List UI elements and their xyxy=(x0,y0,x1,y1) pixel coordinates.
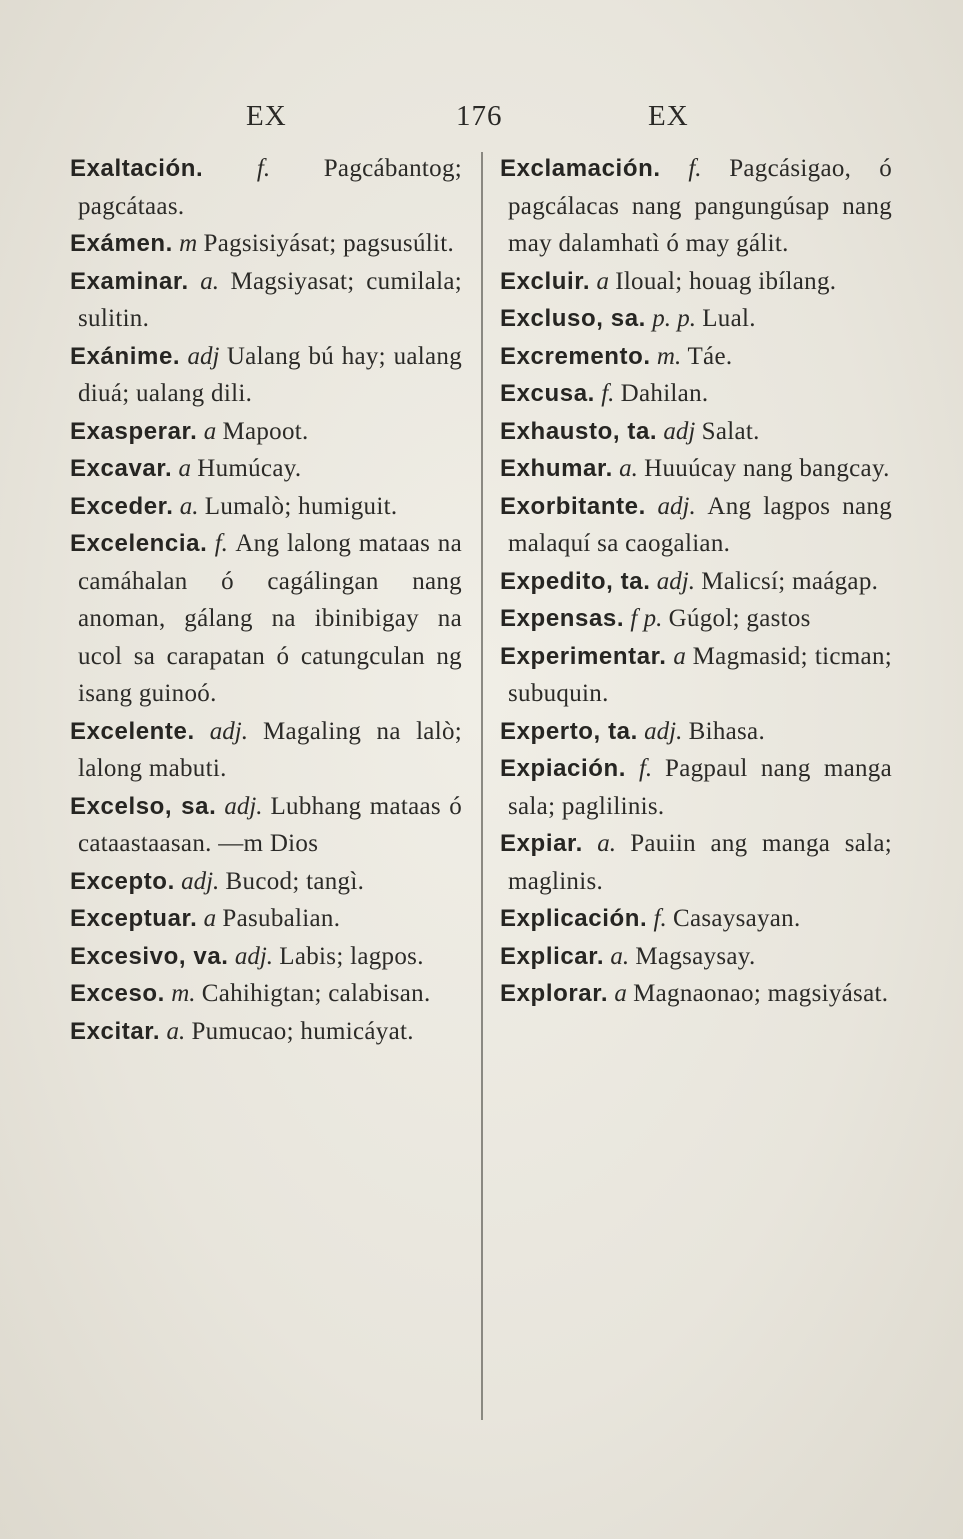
entry-grammar: f. xyxy=(601,380,615,407)
entry-headword: Excluir. xyxy=(500,267,591,295)
entry-headword: Expiar. xyxy=(500,830,583,857)
entry-headword: Expedito, ta. xyxy=(500,567,651,595)
entry-grammar: adj. xyxy=(181,867,220,895)
entry-definition: Gúgol; gastos xyxy=(668,605,811,632)
entry-definition: Cahihigtan; calabisan. xyxy=(201,980,431,1007)
dictionary-entry xyxy=(500,450,892,488)
entry-headword: Expiación. xyxy=(500,755,627,782)
entry-headword: Exceso. xyxy=(70,980,165,1007)
dictionary-entry xyxy=(70,525,462,713)
entry-definition: Ang lagpos nang malaquí sa caogalian. xyxy=(508,492,893,557)
entry-definition: Bihasa. xyxy=(688,717,766,745)
entry-headword: Excelencia. xyxy=(70,530,208,557)
entry-grammar: a xyxy=(596,267,609,295)
dictionary-entry xyxy=(500,900,892,938)
dictionary-entry xyxy=(500,938,892,976)
entry-definition: Magsiyasat; cumilala; sulitin. xyxy=(78,267,463,332)
entry-definition: Pagpaul nang manga sala; paglilinis. xyxy=(508,755,892,820)
dictionary-entry xyxy=(500,375,892,413)
entry-grammar: a. xyxy=(597,830,616,857)
entry-headword: Excesivo, va. xyxy=(70,942,229,970)
page-header xyxy=(0,100,963,140)
entry-grammar: a xyxy=(203,417,217,445)
dictionary-entry xyxy=(70,1013,462,1051)
dictionary-entry xyxy=(70,788,462,863)
entry-headword: Explorar. xyxy=(500,980,609,1007)
entry-definition: Salat. xyxy=(701,417,760,445)
entry-headword: Exceptuar. xyxy=(70,905,198,932)
dictionary-entry xyxy=(500,750,892,825)
entry-grammar: a xyxy=(614,980,627,1007)
entry-grammar: f. xyxy=(638,755,653,782)
entry-headword: Excepto. xyxy=(70,867,175,895)
dictionary-entry xyxy=(500,638,892,713)
dictionary-entry xyxy=(70,975,462,1013)
entry-definition: Bucod; tangì. xyxy=(225,867,365,895)
left-column xyxy=(70,150,462,1050)
dictionary-entry xyxy=(500,825,892,900)
entry-headword: Experimentar. xyxy=(500,642,667,670)
entry-headword: Exclamación. xyxy=(500,155,661,182)
entry-grammar: f. xyxy=(653,905,667,932)
entry-headword: Experto, ta. xyxy=(500,717,638,745)
dictionary-entry xyxy=(500,300,892,338)
entry-headword: Exámen. xyxy=(70,230,173,257)
entry-headword: Excelente. xyxy=(70,717,195,745)
dictionary-entry xyxy=(70,413,462,451)
entry-headword: Explicación. xyxy=(500,905,648,932)
dictionary-entry xyxy=(70,450,462,488)
entry-headword: Examinar. xyxy=(70,267,189,295)
dictionary-entry xyxy=(70,225,462,263)
entry-grammar: adj. xyxy=(656,567,695,595)
entry-headword: Exorbitante. xyxy=(500,492,646,520)
entry-headword: Excusa. xyxy=(500,380,595,407)
entry-definition: Pumucao; humicáyat. xyxy=(191,1017,414,1045)
entry-grammar: m. xyxy=(656,342,682,370)
page-number: 176 xyxy=(456,100,503,132)
entry-definition: Pagcásigao, ó pagcálacas nang pangungúsap nang may dalamhatì ó may gálit. xyxy=(508,155,892,257)
dictionary-entry xyxy=(70,488,462,526)
dictionary-entry xyxy=(500,413,892,451)
entry-grammar: a. xyxy=(610,942,630,970)
entry-definition: Malicsí; maágap. xyxy=(701,567,879,595)
entry-grammar: f. xyxy=(256,155,271,182)
entry-headword: Exceder. xyxy=(70,492,174,520)
dictionary-entry xyxy=(500,150,892,263)
entry-headword: Explicar. xyxy=(500,942,605,970)
entry-headword: Excitar. xyxy=(70,1017,161,1045)
entry-grammar: f p. xyxy=(630,605,663,632)
entry-headword: Exhumar. xyxy=(500,455,613,482)
entry-grammar: adj. xyxy=(644,717,683,745)
entry-grammar: adj xyxy=(663,417,696,445)
entry-headword: Excelso, sa. xyxy=(70,792,217,820)
entry-grammar: a xyxy=(178,455,191,482)
entry-grammar: a. xyxy=(200,267,219,295)
entry-grammar: adj. xyxy=(209,717,248,745)
dictionary-entry xyxy=(500,600,892,638)
entry-definition: Ang lalong mataas na camáhalan ó cagálingan nang anoman, gálang na ibinibigay na ucol sa carapatan ó catungculan ng isang guinoó. xyxy=(78,530,462,707)
entry-definition: Magaling na lalò; lalong mabuti. xyxy=(78,717,462,782)
dictionary-entry xyxy=(70,863,462,901)
entry-definition: Lubhang mataas ó cataastaasan. —m Dios xyxy=(78,792,462,857)
dictionary-entry xyxy=(70,938,462,976)
entry-grammar: a. xyxy=(166,1017,186,1045)
entry-grammar: adj. xyxy=(234,942,274,970)
entry-headword: Excavar. xyxy=(70,455,173,482)
entry-headword: Exaltación. xyxy=(70,155,204,182)
entry-definition: Mapoot. xyxy=(222,417,309,445)
entry-definition: Lumalò; humiguit. xyxy=(204,492,398,520)
dictionary-entry xyxy=(500,975,892,1013)
entry-definition: Magsaysay. xyxy=(635,942,756,970)
entry-definition: Labis; lagpos. xyxy=(279,942,424,970)
entry-definition: Humúcay. xyxy=(197,455,302,482)
dictionary-entry xyxy=(500,488,892,563)
entry-headword: Excluso, sa. xyxy=(500,305,646,332)
entry-definition: Pauiin ang manga sala; maglinis. xyxy=(508,830,893,895)
header-left-guide-word: EX xyxy=(246,100,287,132)
entry-definition: Magnaonao; magsiyásat. xyxy=(633,980,889,1007)
entry-definition: Táe. xyxy=(687,342,733,370)
entry-grammar: m. xyxy=(171,980,196,1007)
entry-definition: Casaysayan. xyxy=(672,905,801,932)
dictionary-entry xyxy=(500,713,892,751)
dictionary-entry xyxy=(500,563,892,601)
right-column xyxy=(500,150,892,1013)
entry-headword: Exasperar. xyxy=(70,417,198,445)
entry-grammar: adj. xyxy=(224,792,263,820)
dictionary-entry xyxy=(500,338,892,376)
dictionary-entry xyxy=(500,263,892,301)
entry-grammar: a xyxy=(203,905,217,932)
entry-definition: Pasubalian. xyxy=(222,905,341,932)
entry-grammar: f. xyxy=(688,155,702,182)
entry-definition: Pagsisiyásat; pagsusúlit. xyxy=(203,230,455,257)
dictionary-entry xyxy=(70,713,462,788)
entry-grammar: a xyxy=(673,642,686,670)
dictionary-entry xyxy=(70,150,462,225)
entry-definition: Ualang bú hay; ualang diuá; ualang dili. xyxy=(78,342,463,407)
entry-grammar: m xyxy=(179,230,198,257)
entry-grammar: a. xyxy=(619,455,638,482)
dictionary-entry xyxy=(70,338,462,413)
dictionary-entry xyxy=(70,900,462,938)
entry-grammar: a. xyxy=(179,492,199,520)
entry-definition: Pagcábantog; pagcátaas. xyxy=(78,155,462,220)
entry-definition: Lual. xyxy=(702,305,756,332)
column-divider xyxy=(481,152,483,1420)
entry-definition: Magmasid; ticman; subuquin. xyxy=(508,642,892,707)
entry-grammar: f. xyxy=(214,530,228,557)
entry-headword: Excremento. xyxy=(500,342,651,370)
entry-headword: Exhausto, ta. xyxy=(500,417,658,445)
entry-definition: Huuúcay nang bangcay. xyxy=(644,455,890,482)
entry-grammar: adj xyxy=(187,342,220,370)
dictionary-entry xyxy=(70,263,462,338)
header-right-guide-word: EX xyxy=(648,100,689,132)
entry-grammar: adj. xyxy=(657,492,696,520)
entry-definition: Dahilan. xyxy=(620,380,709,407)
entry-definition: Iloual; houag ibílang. xyxy=(615,267,837,295)
entry-headword: Expensas. xyxy=(500,605,625,632)
entry-grammar: p. p. xyxy=(652,305,696,332)
entry-headword: Exánime. xyxy=(70,342,181,370)
